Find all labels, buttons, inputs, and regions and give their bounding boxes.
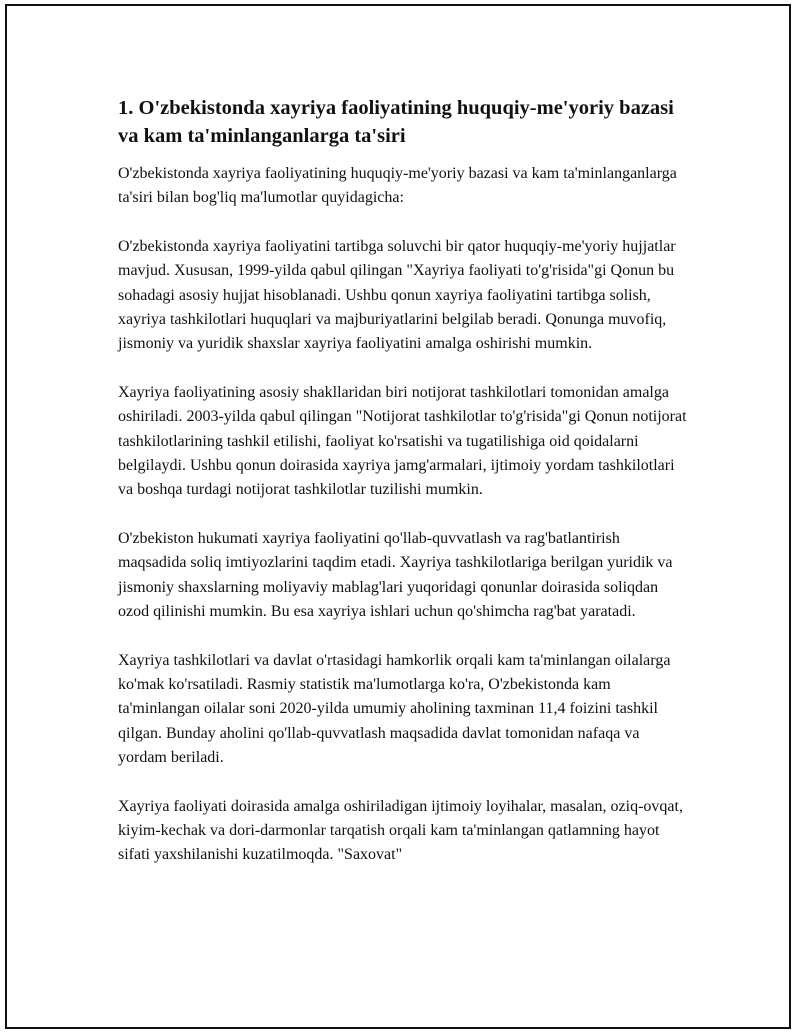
paragraph-nonprofit-law: Xayriya faoliyatining asosiy shakllaridan biri notijorat tashkilotlari tomonidan amalga oshiriladi. 2003-yilda qabul qilingan "Notijorat tashkilotlar to'g'risida"gi Qonun notijorat tashkilotlarining tashkil etilishi, faoliyat ko'rsatishi va tugatilishiga oid qoidalarni belgilaydi. Ushbu qonun doirasida xayriya jamg'armalari, ijtimoiy yordam tashkilotlari va boshqa turdagi notijorat tashkilotlar tuzilishi mumkin. (118, 383, 687, 499)
paragraph-low-income-support: Xayriya tashkilotlari va davlat o'rtasidagi hamkorlik orqali kam ta'minlangan oilalarga ko'mak ko'rsatiladi. Rasmiy statistik ma'lumotlarga ko'ra, O'zbekistonda kam ta'minlangan oilalar soni 2020-yilda umumiy aholining taxminan 11,4 foizini tashkil qilgan. Bunday aholini qo'llab-quvvatlash maqsadida davlat tomonidan nafaqa va yordam beriladi. (118, 651, 671, 767)
paragraph-tax-incentives: O'zbekiston hukumati xayriya faoliyatini qo'llab-quvvatlash va rag'batlantirish maqsadida soliq imtiyozlarini taqdim etadi. Xayriya tashkilotlariga berilgan yuridik va jismoniy shaxslarning moliyaviy mablag'lari yuqoridagi qonunlar doirasida soliqdan ozod qilinishi mumkin. Bu esa xayriya ishlari uchun qo'shimcha rag'bat yaratadi. (118, 529, 673, 621)
paragraph-legal-framework: O'zbekistonda xayriya faoliyatini tartibga soluvchi bir qator huquqiy-me'yoriy hujjatlar mavjud. Xususan, 1999-yilda qabul qilingan "Xayriya faoliyati to'g'risida"gi Qonun bu sohadagi asosiy hujjat hisoblanadi. Ushbu qonun xayriya faoliyatini tartibga solish, xayriya tashkilotlari huquqlari va majburiyatlarini belgilab beradi. Qonunga muvofiq, jismoniy va yuridik shaxslar xayriya faoliyatini amalga oshirishi mumkin. (118, 237, 676, 353)
paragraph-intro: O'zbekistonda xayriya faoliyatining huquqiy-me'yoriy bazasi va kam ta'minlanganlarga ta'siri bilan bog'liq ma'lumotlar quyidagicha: (118, 165, 677, 207)
document-body (118, 94, 690, 868)
section-heading: 1. O'zbekistonda xayriya faoliyatining huquqiy-me'yoriy bazasi va kam ta'minlanganlarga ta'siri (118, 97, 674, 147)
paragraph-social-projects: Xayriya faoliyati doirasida amalga oshiriladigan ijtimoiy loyihalar, masalan, oziq-ovqat, kiyim-kechak va dori-darmonlar tarqatish orqali kam ta'minlangan qatlamning hayot sifati yaxshilanishi kuzatilmoqda. "Saxovat" (118, 797, 683, 864)
